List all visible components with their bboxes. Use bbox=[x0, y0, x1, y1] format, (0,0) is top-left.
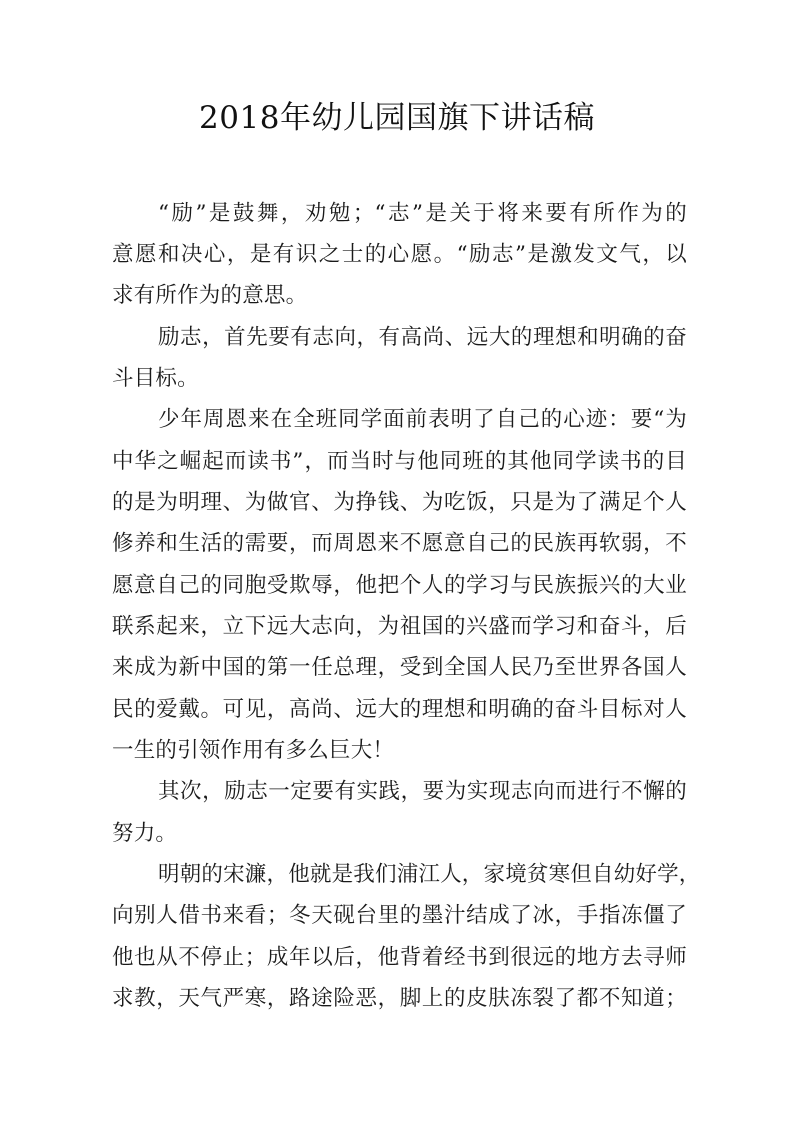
paragraph-line: “励”是鼓舞，劝勉；“志”是关于将来要有所作为的 bbox=[158, 201, 687, 226]
paragraph-line: 少年周恩来在全班同学面前表明了自己的心迹：要“为 bbox=[158, 407, 687, 432]
paragraph-line: 斗目标。 bbox=[112, 366, 199, 391]
paragraph-line: 意愿和决心，是有识之士的心愿。“励志”是激发文气，以 bbox=[112, 242, 687, 267]
document-title: 2018年幼儿园国旗下讲话稿 bbox=[199, 100, 595, 136]
paragraph-line: 的是为明理、为做官、为挣钱、为吃饭，只是为了满足个人 bbox=[112, 490, 687, 515]
paragraph-line: 他也从不停止；成年以后，他背着经书到很远的地方去寻师 bbox=[112, 945, 687, 970]
paragraph-line: 向别人借书来看；冬天砚台里的墨汁结成了冰，手指冻僵了 bbox=[112, 903, 687, 928]
paragraph-line: 来成为新中国的第一任总理，受到全国人民乃至世界各国人 bbox=[112, 655, 687, 680]
paragraph-line: 求有所作为的意思。 bbox=[112, 283, 308, 308]
paragraph-line: 修养和生活的需要，而周恩来不愿意自己的民族再软弱，不 bbox=[112, 531, 687, 556]
paragraph-line: 一生的引领作用有多么巨大！ bbox=[112, 738, 395, 763]
paragraph-line: 联系起来，立下远大志向，为祖国的兴盛而学习和奋斗，后 bbox=[112, 614, 687, 639]
paragraph-line: 明朝的宋濂，他就是我们浦江人，家境贫寒但自幼好学， bbox=[158, 862, 701, 887]
paragraph-line: 愿意自己的同胞受欺辱，他把个人的学习与民族振兴的大业 bbox=[112, 573, 687, 598]
paragraph-line: 中华之崛起而读书”，而当时与他同班的其他同学读书的目 bbox=[112, 449, 687, 474]
paragraph-line: 其次，励志一定要有实践，要为实现志向而进行不懈的 bbox=[158, 779, 687, 804]
paragraph-line: 励志，首先要有志向，有高尚、远大的理想和明确的奋 bbox=[158, 325, 687, 350]
paragraph-line: 求教，天气严寒，路途险恶，脚上的皮肤冻裂了都不知道； bbox=[112, 986, 687, 1011]
paragraph-line: 努力。 bbox=[112, 821, 178, 846]
paragraph-line: 民的爱戴。可见，高尚、远大的理想和明确的奋斗目标对人 bbox=[112, 697, 687, 722]
